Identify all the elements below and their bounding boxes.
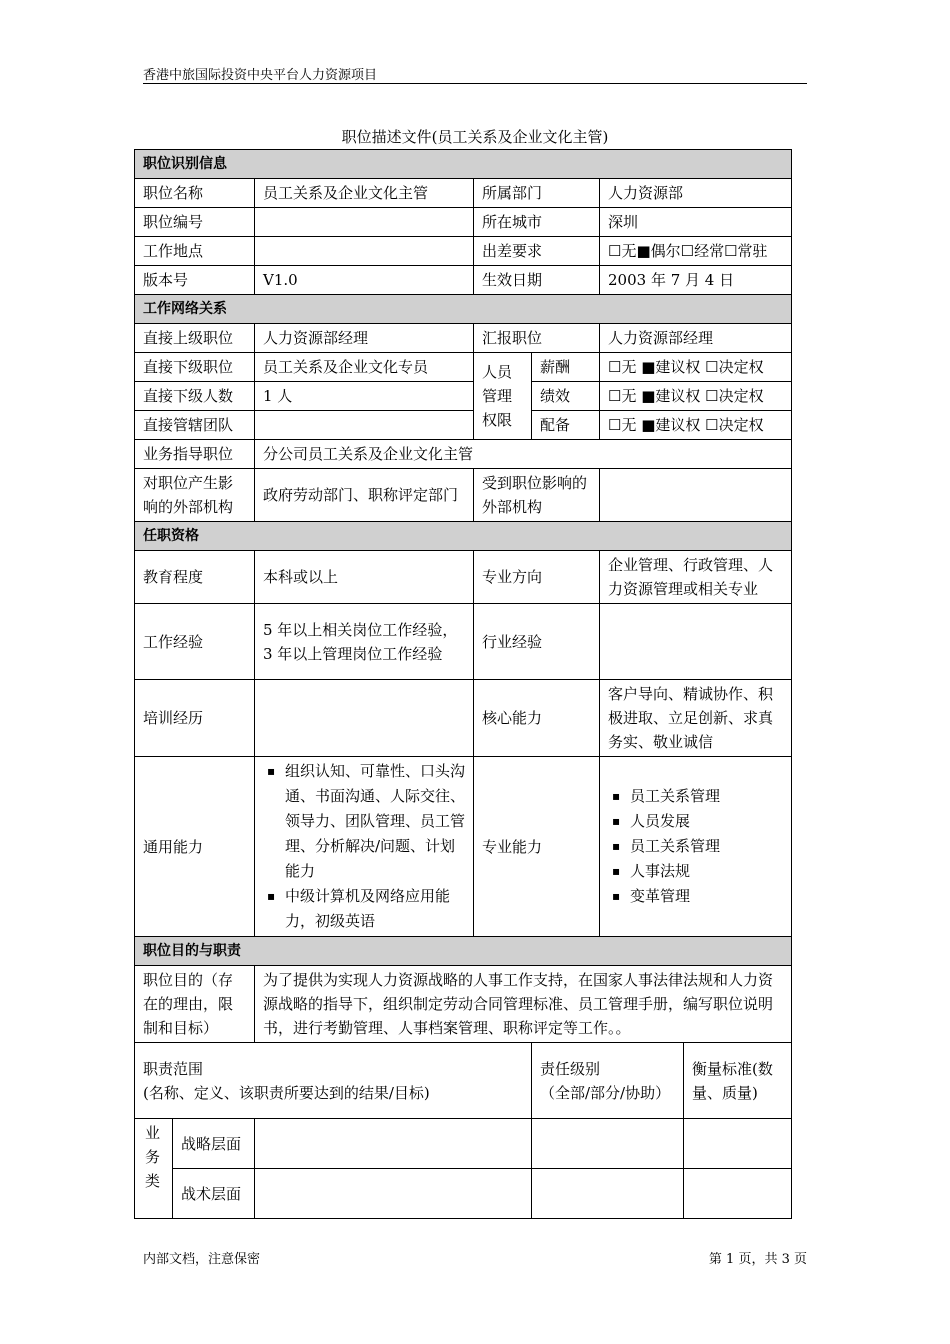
duty-measure-tactical <box>684 1169 792 1219</box>
label-training: 培训经历 <box>135 680 255 757</box>
label-core-competency: 核心能力 <box>474 680 600 757</box>
value-general-ability <box>255 757 474 937</box>
duty-layer-tactical: 战术层面 <box>173 1169 255 1219</box>
header-responsibility-level <box>532 1043 684 1119</box>
label-industry-experience: 行业经验 <box>474 604 600 680</box>
label-external-influencers: 对职位产生影响的外部机构 <box>135 469 255 522</box>
label-general-ability: 通用能力 <box>135 757 255 937</box>
label-work-experience: 工作经验 <box>135 604 255 680</box>
header-duty-scope <box>135 1043 532 1119</box>
general-ability-item: ▪ 组织认知、可靠性、口头沟通、书面沟通、人际交往、领导力、团队管理、员工管理、分析解决/问题、计划能力 <box>263 759 465 884</box>
value-external-influencers: 政府劳动部门、职称评定部门 <box>255 469 474 522</box>
value-business-guidance: 分公司员工关系及企业文化主管 <box>255 440 792 469</box>
auth-value-performance: ☐无 ■建议权 ☐决定权 <box>600 382 792 411</box>
professional-ability-item: ▪ 变革管理 <box>608 884 783 909</box>
header-responsibility-level-title: 责任级别 <box>540 1059 601 1078</box>
value-direct-subordinate: 员工关系及企业文化专员 <box>255 353 474 382</box>
value-training <box>255 680 474 757</box>
category-business: 业务类 <box>135 1119 173 1219</box>
label-business-guidance: 业务指导职位 <box>135 440 255 469</box>
duty-scope-tactical <box>255 1169 532 1219</box>
footer-confidential: 内部文档，注意保密 <box>143 1252 261 1267</box>
section-title-network: 工作网络关系 <box>135 295 792 324</box>
value-travel: ☐无■偶尔☐经常☐常驻 <box>600 237 792 266</box>
label-version: 版本号 <box>135 266 255 295</box>
duty-level-strategic <box>532 1119 684 1169</box>
label-position-code: 职位编号 <box>135 208 255 237</box>
header-responsibility-level-desc: （全部/部分/协助） <box>540 1083 671 1102</box>
auth-item-staffing: 配备 <box>532 411 600 440</box>
value-version: V1.0 <box>255 266 474 295</box>
duty-level-tactical <box>532 1169 684 1219</box>
section-title-purpose: 职位目的与职责 <box>135 937 792 966</box>
professional-ability-item: ▪ 人事法规 <box>608 859 783 884</box>
value-professional-ability <box>600 757 792 937</box>
value-direct-team <box>255 411 474 440</box>
label-subordinate-count: 直接下级人数 <box>135 382 255 411</box>
professional-ability-item: ▪ 员工关系管理 <box>608 834 783 859</box>
header-duty-scope-title: 职责范围 <box>143 1059 204 1078</box>
label-position-purpose: 职位目的（存在的理由，限制和目标） <box>135 966 255 1043</box>
value-core-competency: 客户导向、精诚协作、积极进取、立足创新、求真务实、敬业诚信 <box>600 680 792 757</box>
label-professional-ability: 专业能力 <box>474 757 600 937</box>
value-subordinate-count: 1 人 <box>255 382 474 411</box>
duty-scope-strategic <box>255 1119 532 1169</box>
footer-page-number: 第 1 页，共 3 页 <box>708 1252 807 1267</box>
value-education: 本科或以上 <box>255 551 474 604</box>
professional-ability-item: ▪ 员工关系管理 <box>608 784 783 809</box>
header-measurement: 衡量标准(数量、质量) <box>684 1043 792 1119</box>
value-city: 深圳 <box>600 208 792 237</box>
label-report-to: 汇报职位 <box>474 324 600 353</box>
label-city: 所在城市 <box>474 208 600 237</box>
value-position-code <box>255 208 474 237</box>
value-effective-date: 2003 年 7 月 4 日 <box>600 266 792 295</box>
value-direct-superior: 人力资源部经理 <box>255 324 474 353</box>
value-industry-experience <box>600 604 792 680</box>
header-project-name: 香港中旅国际投资中央平台人力资源项目 <box>143 68 378 83</box>
value-external-affected <box>600 469 792 522</box>
label-direct-team: 直接管辖团队 <box>135 411 255 440</box>
value-department: 人力资源部 <box>600 179 792 208</box>
auth-value-staffing: ☐无 ■建议权 ☐决定权 <box>600 411 792 440</box>
value-position-name: 员工关系及企业文化主管 <box>255 179 474 208</box>
job-description-table <box>134 149 792 1219</box>
label-external-affected: 受到职位影响的外部机构 <box>474 469 600 522</box>
label-direct-superior: 直接上级职位 <box>135 324 255 353</box>
duty-layer-strategic: 战略层面 <box>173 1119 255 1169</box>
label-major: 专业方向 <box>474 551 600 604</box>
document-title: 职位描述文件(员工关系及企业文化主管) <box>341 128 609 146</box>
header-duty-scope-desc: (名称、定义、该职责所要达到的结果/目标) <box>143 1083 430 1102</box>
value-work-place <box>255 237 474 266</box>
label-staff-authority: 人员管理权限 <box>474 353 532 440</box>
label-effective-date: 生效日期 <box>474 266 600 295</box>
duty-measure-strategic <box>684 1119 792 1169</box>
auth-value-salary: ☐无 ■建议权 ☐决定权 <box>600 353 792 382</box>
professional-ability-item: ▪ 人员发展 <box>608 809 783 834</box>
auth-item-performance: 绩效 <box>532 382 600 411</box>
header-divider <box>143 83 807 84</box>
value-position-purpose: 为了提供为实现人力资源战略的人事工作支持，在国家人事法律法规和人力资源战略的指导下，组织制定劳动合同管理标准、员工管理手册，编写职位说明书，进行考勤管理、人事档案管理、职称评定等工作。。 <box>255 966 792 1043</box>
label-travel: 出差要求 <box>474 237 600 266</box>
general-ability-item: ▪ 中级计算机及网络应用能力，初级英语 <box>263 884 465 934</box>
value-report-to: 人力资源部经理 <box>600 324 792 353</box>
label-department: 所属部门 <box>474 179 600 208</box>
label-work-place: 工作地点 <box>135 237 255 266</box>
section-title-qualifications: 任职资格 <box>135 522 792 551</box>
value-work-experience: 5 年以上相关岗位工作经验，3 年以上管理岗位工作经验 <box>255 604 474 680</box>
label-direct-subordinate: 直接下级职位 <box>135 353 255 382</box>
section-title-identification: 职位识别信息 <box>135 150 792 179</box>
value-major: 企业管理、行政管理、人力资源管理或相关专业 <box>600 551 792 604</box>
label-education: 教育程度 <box>135 551 255 604</box>
label-position-name: 职位名称 <box>135 179 255 208</box>
auth-item-salary: 薪酬 <box>532 353 600 382</box>
